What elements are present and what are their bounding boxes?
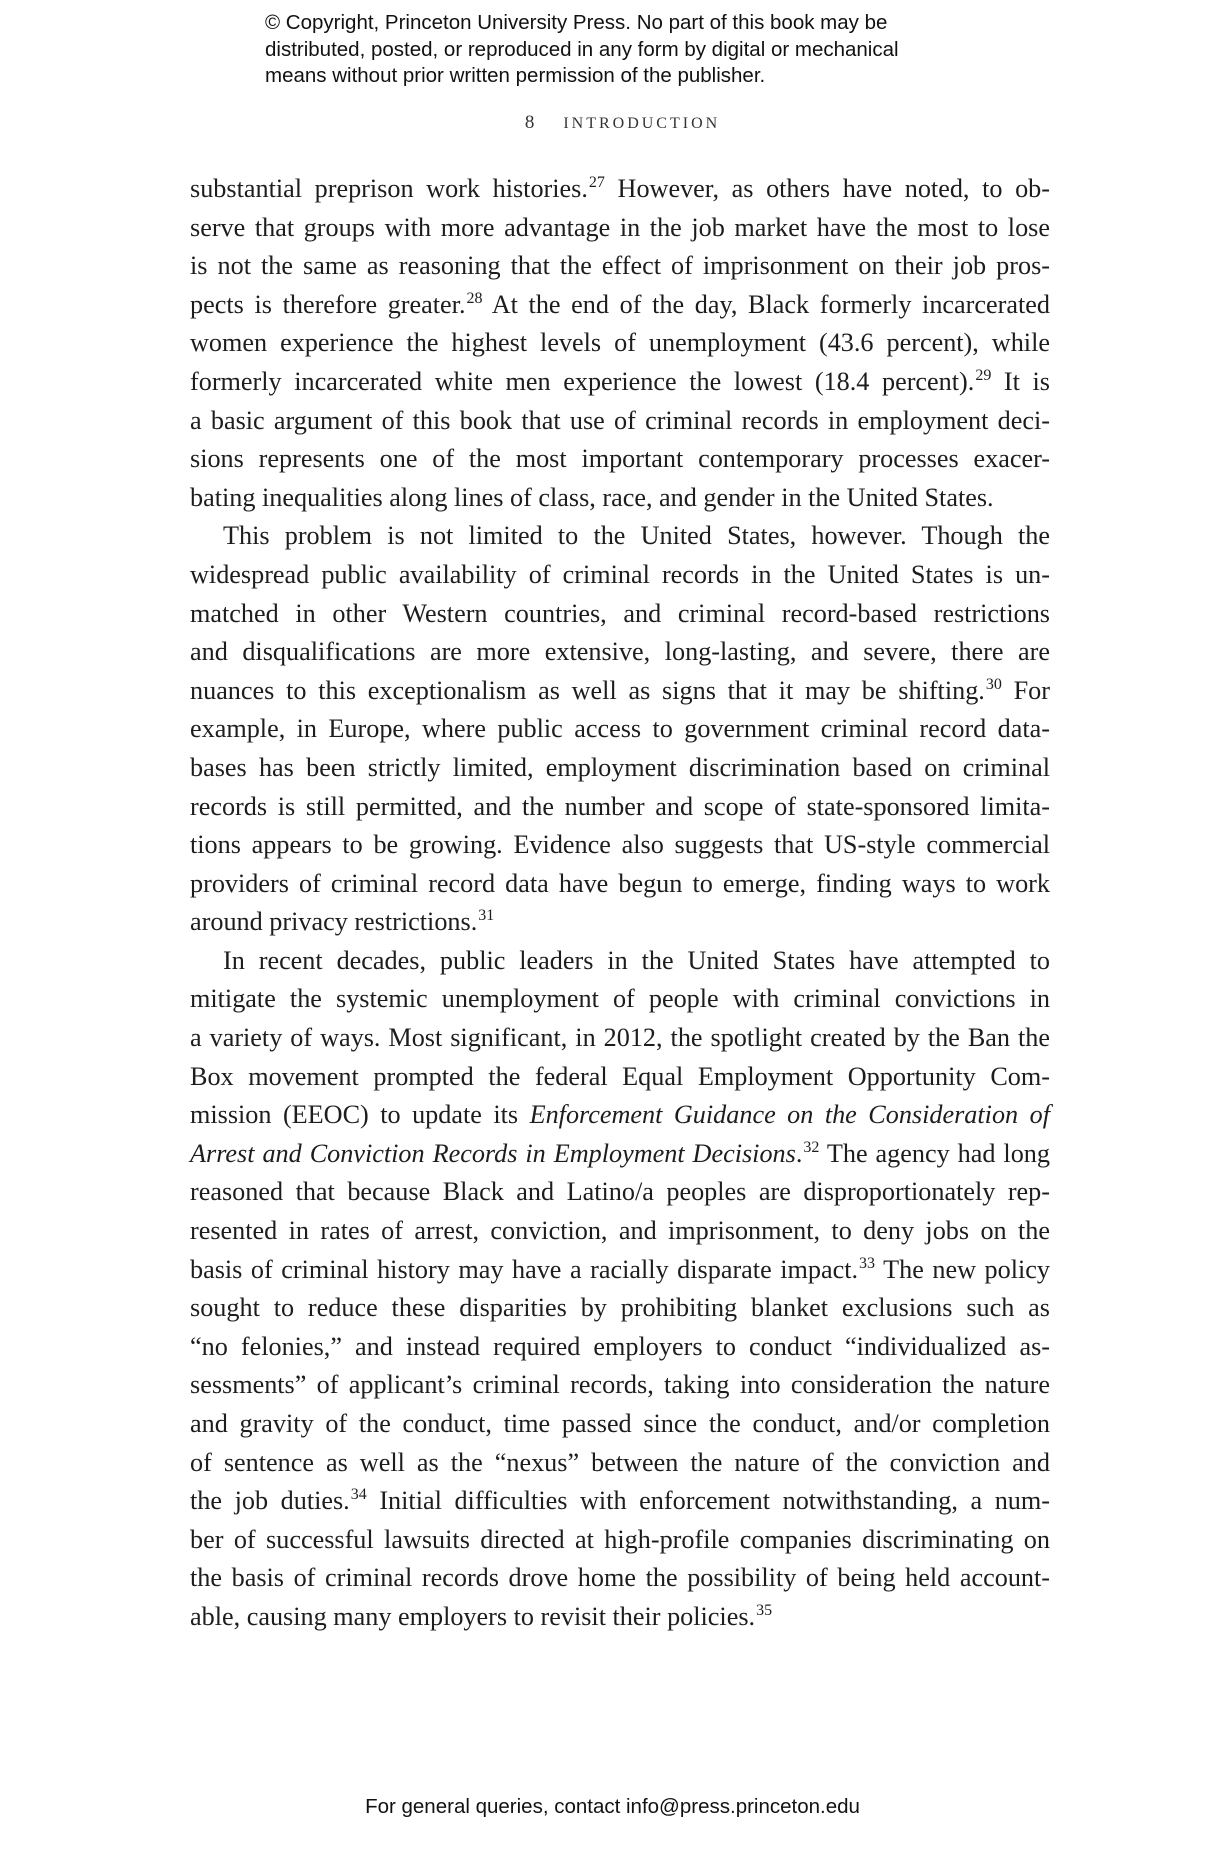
line-text: The new policy [875,1254,1050,1284]
text-line [190,865,1050,904]
line-text: For [1001,675,1050,705]
copyright-line: means without prior written permission of the publisher. [265,64,766,87]
line-text: widespread public availability of criminal records in the United States is un- [190,559,1050,589]
italic-title: Arrest and Conviction Records in Employment Decisions [190,1138,796,1168]
text-line [190,1019,1050,1058]
footnote-reference[interactable]: 33 [859,1254,876,1272]
copyright-line: © Copyright, Princeton University Press. No part of this book may be [265,11,888,34]
chapter-title: INTRODUCTION [563,115,721,132]
text-line [190,1135,1050,1174]
line-text: able, causing many employers to revisit their policies. [190,1601,756,1631]
line-text: basis of criminal history may have a racially disparate impact. [190,1254,859,1284]
line-text: . [795,1138,803,1168]
text-line [190,440,1050,479]
line-text: providers of criminal record data have begun to emerge, finding ways to work [190,868,1050,898]
text-line [190,479,1050,518]
text-line [190,1559,1050,1598]
footer-contact: For general queries, contact info@press.princeton.edu [365,1795,860,1818]
line-text: ber of successful lawsuits directed at high-profile companies discriminating on [190,1524,1050,1554]
text-line [190,1328,1050,1367]
text-line [190,633,1050,672]
text-line [190,1521,1050,1560]
text-line [190,980,1050,1019]
text-line [190,209,1050,248]
line-text: Box movement prompted the federal Equal Employment Opportunity Com- [190,1061,1050,1091]
text-line [190,170,1050,209]
footnote-reference[interactable]: 29 [975,366,992,384]
text-line [190,1173,1050,1212]
page-number: 8 [524,112,535,133]
text-line [190,1444,1050,1483]
line-text: tions appears to be growing. Evidence also suggests that US-style commercial [190,830,1050,860]
line-text: example, in Europe, where public access to government criminal record data- [190,714,1050,744]
copyright-notice [265,10,1025,90]
line-text: In recent decades, public leaders in the United States have attempted to [223,945,1050,975]
italic-title: Enforcement Guidance on the Consideration of [529,1100,1050,1130]
text-line [190,788,1050,827]
body-text [190,170,1050,1637]
footnote-reference[interactable]: 30 [985,675,1002,693]
text-line [190,1058,1050,1097]
line-text: the basis of criminal records drove home the possibility of being held account- [190,1563,1050,1593]
line-text: of sentence as well as the “nexus” between the nature of the conviction and [190,1447,1050,1477]
line-text: It is [991,366,1050,396]
running-head [0,112,1225,134]
line-text: women experience the highest levels of unemployment (43.6 percent), while [190,328,1050,358]
line-text: the job duties. [190,1486,350,1516]
text-line [190,1405,1050,1444]
text-line [190,1289,1050,1328]
text-line [190,826,1050,865]
line-text: sessments” of applicant’s criminal records, taking into consideration the nature [190,1370,1050,1400]
line-text: formerly incarcerated white men experience the lowest (18.4 percent). [190,366,975,396]
line-text: substantial preprison work histories. [190,174,588,203]
line-text: At the end of the day, Black formerly incarcerated [482,289,1050,319]
line-text: mission (EEOC) to update its [190,1100,530,1130]
line-text: around privacy restrictions. [190,907,478,937]
footnote-reference[interactable]: 35 [756,1601,773,1619]
copyright-line: distributed, posted, or reproduced in any form by digital or mechanical [265,37,899,61]
text-line [190,903,1050,942]
footnote-reference[interactable]: 34 [350,1486,367,1504]
line-text: pects is therefore greater. [190,289,466,319]
line-text: However, as others have noted, to ob- [604,174,1050,203]
line-text: mitigate the systemic unemployment of people with criminal convictions in [190,984,1050,1014]
line-text: bating inequalities along lines of class, race, and gender in the United States. [190,482,994,512]
line-text: reasoned that because Black and Latino/a peoples are disproportionately rep- [190,1177,1050,1207]
footnote-reference[interactable]: 27 [588,174,605,191]
line-text: and disqualifications are more extensive, long-lasting, and severe, there are [190,637,1050,667]
text-line [190,749,1050,788]
footnote-reference[interactable]: 32 [803,1138,820,1156]
line-text: “no felonies,” and instead required employers to conduct “individualized as- [190,1331,1050,1361]
text-line [190,402,1050,441]
footnote-reference[interactable]: 28 [466,289,483,307]
line-text: records is still permitted, and the number and scope of state-sponsored limita- [190,791,1050,821]
text-line [190,1598,1050,1637]
text-line [190,1366,1050,1405]
line-text: bases has been strictly limited, employment discrimination based on criminal [190,752,1050,782]
line-text: sions represents one of the most important contemporary processes exacer- [190,444,1050,474]
text-line [190,672,1050,711]
text-line [190,324,1050,363]
text-line [190,942,1050,981]
line-text: resented in rates of arrest, conviction, and imprisonment, to deny jobs on the [190,1216,1050,1246]
line-text: a variety of ways. Most significant, in 2012, the spotlight created by the Ban the [190,1023,1050,1053]
text-line [190,595,1050,634]
text-line [190,1096,1050,1135]
line-text: nuances to this exceptionalism as well as signs that it may be shifting. [190,675,985,705]
text-line [190,286,1050,325]
text-line [190,247,1050,286]
line-text: a basic argument of this book that use of criminal records in employment deci- [190,405,1050,435]
text-line [190,1251,1050,1290]
text-line [190,556,1050,595]
line-text: The agency had long [819,1138,1050,1168]
line-text: is not the same as reasoning that the effect of imprisonment on their job pros- [190,251,1050,281]
line-text: serve that groups with more advantage in the job market have the most to lose [190,212,1050,242]
line-text: and gravity of the conduct, time passed since the conduct, and/or completion [190,1409,1050,1438]
footnote-reference[interactable]: 31 [478,907,495,925]
text-line [190,1482,1050,1521]
line-text: This problem is not limited to the United States, however. Though the [223,521,1050,551]
line-text: matched in other Western countries, and criminal record-based restrictions [190,598,1050,628]
text-line [190,1212,1050,1251]
text-line [190,710,1050,749]
line-text: sought to reduce these disparities by prohibiting blanket exclusions such as [190,1293,1050,1323]
text-line [190,363,1050,402]
line-text: Initial difficulties with enforcement notwithstanding, a num- [366,1486,1050,1516]
text-line [190,517,1050,556]
